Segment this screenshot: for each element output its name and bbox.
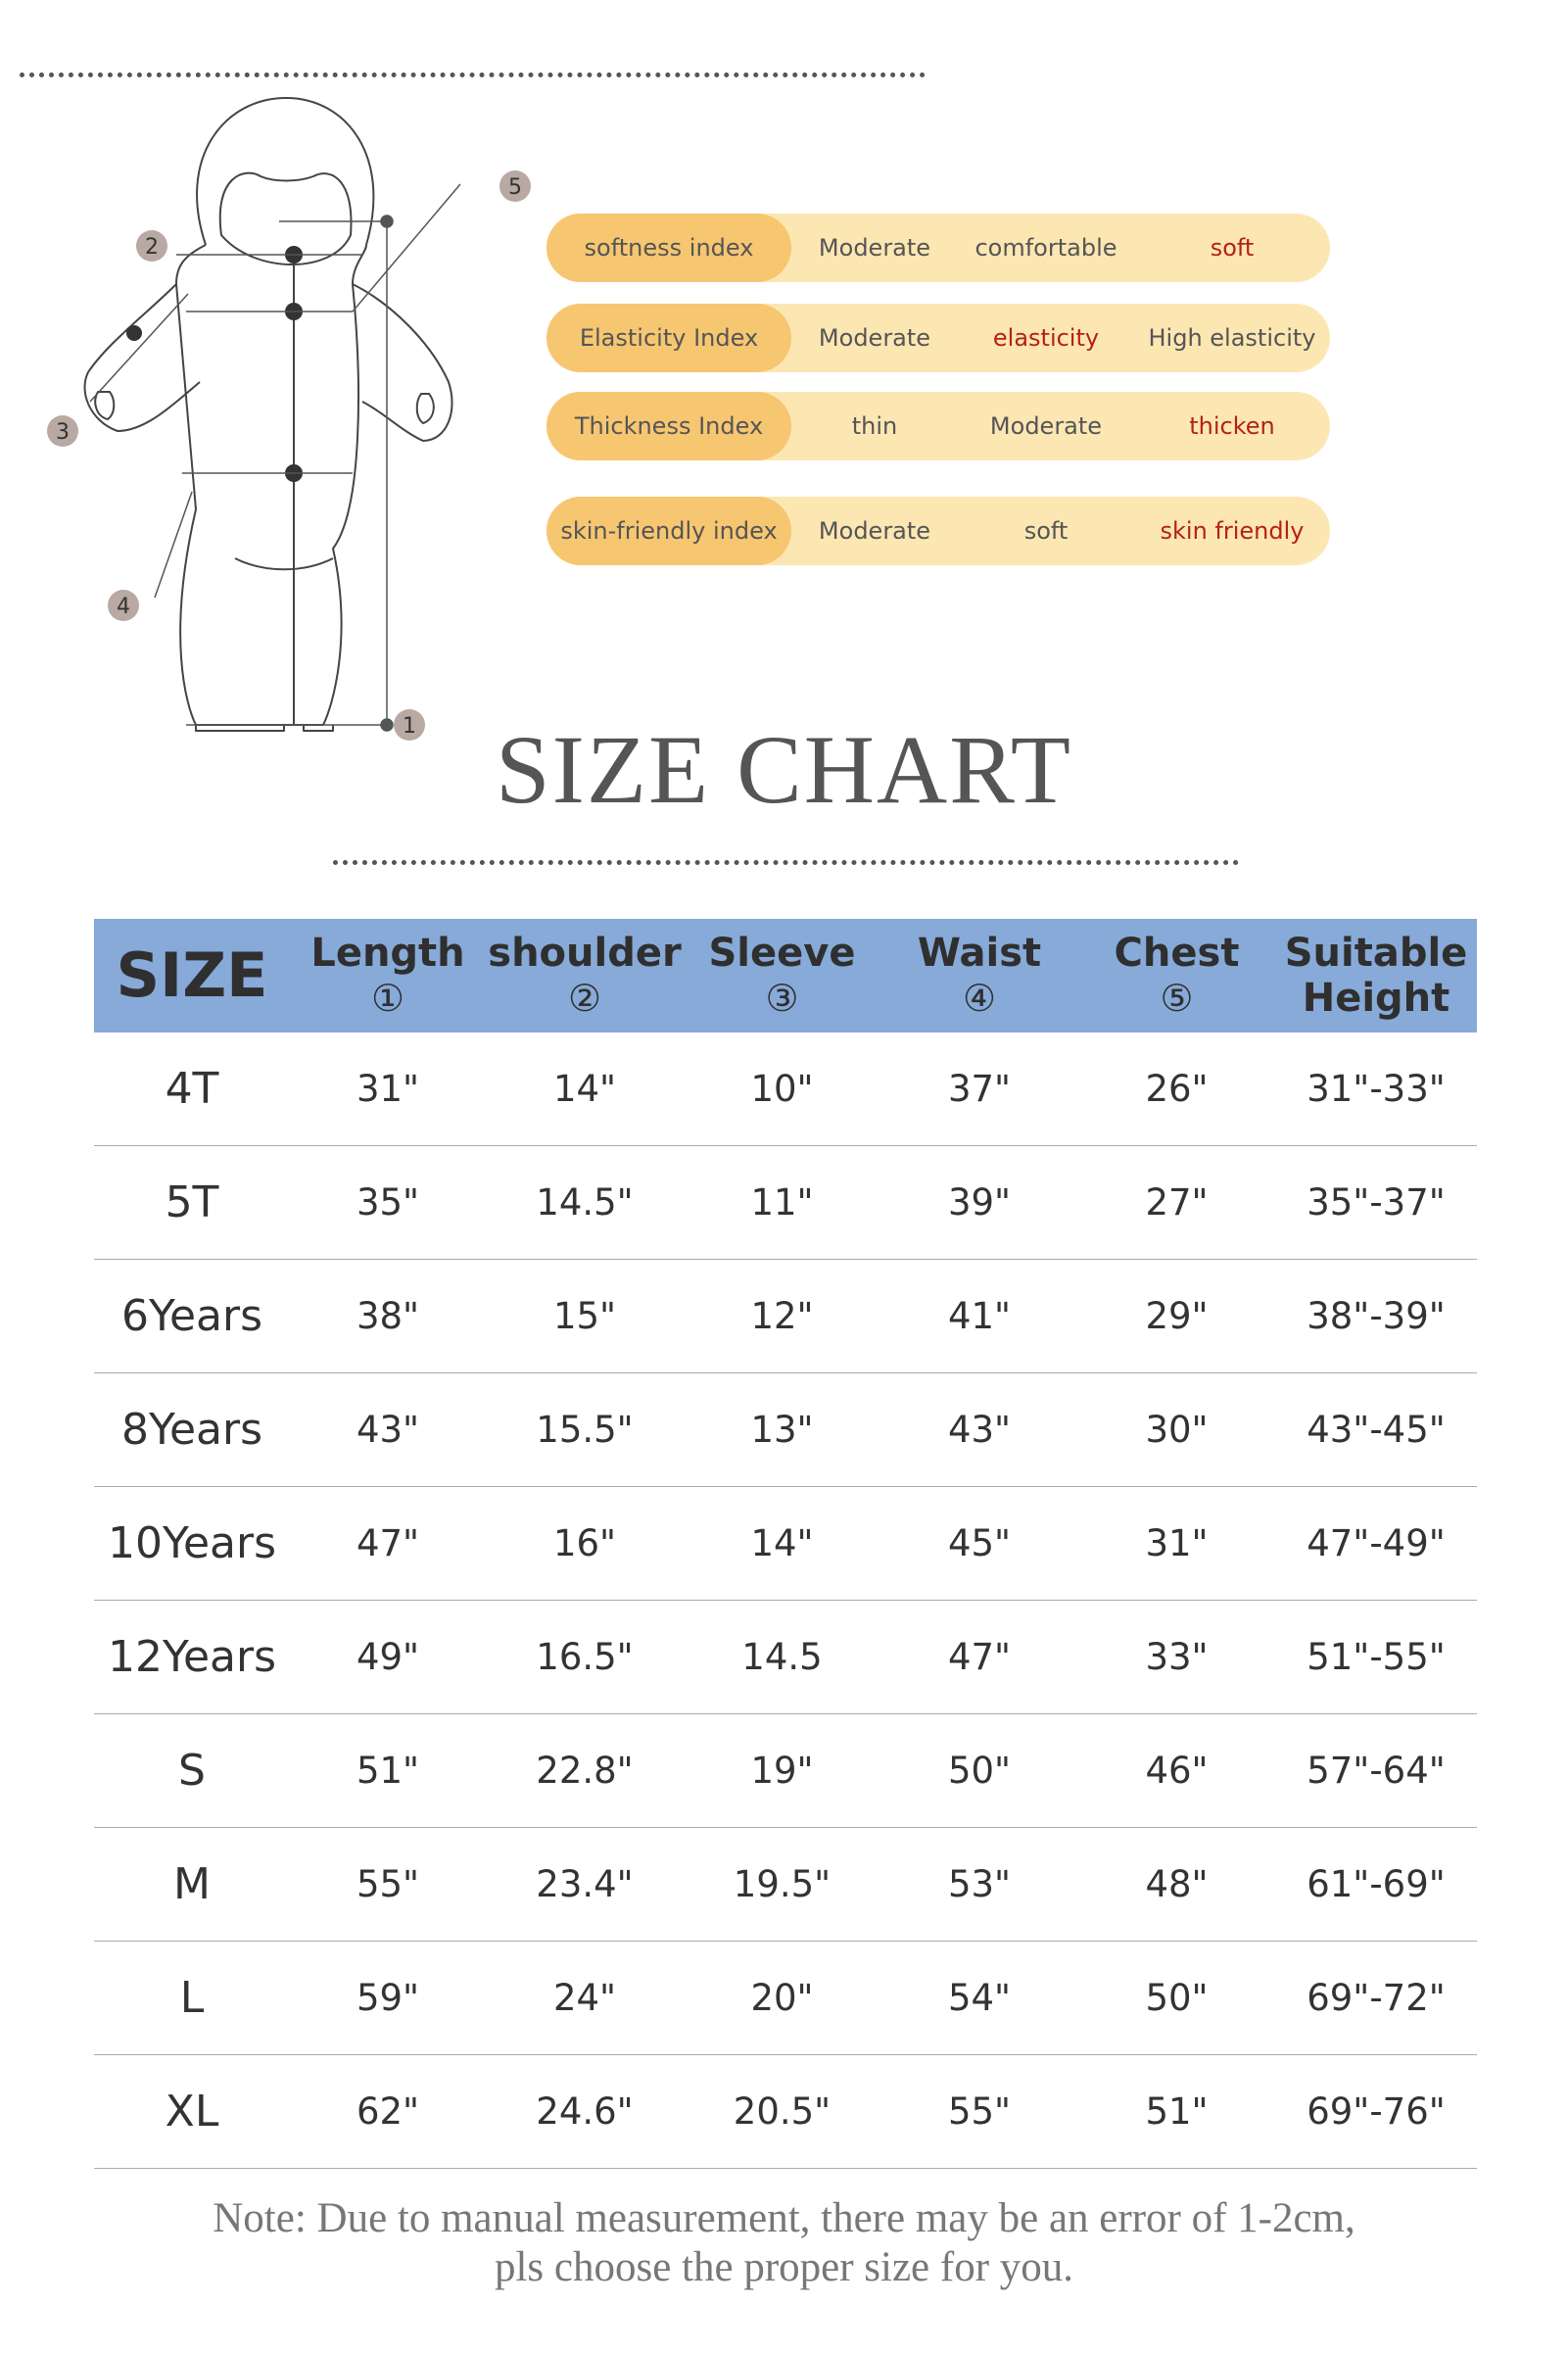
header-label-line2: Height [1302, 976, 1450, 1021]
size-cell: XL [165, 2087, 219, 2137]
index-option: Moderate [818, 324, 931, 352]
table-cell: 51" [1145, 2090, 1209, 2133]
table-cell: 14.5" [536, 1181, 634, 1224]
table-header [94, 919, 1477, 1032]
table-cell: 19" [750, 1750, 814, 1792]
index-option: soft [1023, 517, 1069, 545]
marker-4-icon [108, 590, 139, 621]
index-option: Moderate [818, 234, 931, 262]
table-cell: 39" [947, 1181, 1012, 1224]
index-label: skin-friendly index [546, 497, 791, 565]
header-number: ③ [765, 977, 799, 1020]
index-label: Elasticity Index [546, 304, 791, 372]
marker-3-icon [47, 415, 78, 447]
size-cell: 5T [165, 1177, 219, 1227]
size-table [94, 919, 1477, 2169]
table-cell: 14" [750, 1522, 814, 1564]
table-cell: 20.5" [733, 2090, 832, 2133]
table-cell: 23.4" [536, 1863, 634, 1905]
table-cell: 37" [947, 1068, 1012, 1110]
table-cell: 43"-45" [1307, 1409, 1446, 1451]
table-body [94, 1032, 1477, 2169]
table-cell: 31" [1145, 1522, 1209, 1564]
size-cell: 12Years [107, 1632, 277, 1682]
size-cell: L [179, 1973, 205, 2023]
table-cell: 24.6" [536, 2090, 634, 2133]
thickness-index-row [546, 392, 1330, 460]
column-header-length [290, 919, 486, 1032]
header-number: ⑤ [1160, 977, 1194, 1020]
table-cell: 26" [1145, 1068, 1209, 1110]
table-cell: 47"-49" [1307, 1522, 1446, 1564]
top-dotted-divider [20, 72, 926, 77]
table-row [94, 1146, 1477, 1260]
header-label: Suitable [1284, 931, 1468, 976]
size-cell: 6Years [120, 1291, 263, 1341]
elasticity-index-row [546, 304, 1330, 372]
table-cell: 31"-33" [1307, 1068, 1446, 1110]
size-cell: S [178, 1746, 206, 1796]
size-cell: 10Years [107, 1518, 277, 1568]
index-option-selected: elasticity [992, 324, 1100, 352]
index-option: Moderate [818, 517, 931, 545]
svg-text:1: 1 [403, 714, 416, 739]
table-cell: 43" [356, 1409, 420, 1451]
table-cell: 33" [1145, 1636, 1209, 1678]
table-row [94, 1601, 1477, 1714]
size-cell: 4T [165, 1064, 219, 1114]
table-cell: 15" [552, 1295, 617, 1337]
table-cell: 14" [552, 1068, 617, 1110]
measurement-note [0, 2194, 1568, 2292]
table-cell: 12" [750, 1295, 814, 1337]
index-option: Moderate [989, 412, 1103, 440]
column-header-chest [1078, 919, 1275, 1032]
table-cell: 41" [947, 1295, 1012, 1337]
table-cell: 31" [356, 1068, 420, 1110]
index-option: High elasticity [1148, 324, 1316, 352]
title-dotted-divider [333, 860, 1239, 865]
table-cell: 15.5" [536, 1409, 634, 1451]
table-row [94, 1487, 1477, 1601]
table-cell: 54" [947, 1977, 1012, 2019]
index-label: softness index [546, 214, 791, 282]
table-cell: 24" [552, 1977, 617, 2019]
svg-text:4: 4 [117, 595, 130, 619]
header-label: Waist [917, 931, 1042, 976]
table-cell: 19.5" [733, 1863, 832, 1905]
table-cell: 48" [1145, 1863, 1209, 1905]
index-option-selected: thicken [1189, 412, 1275, 440]
table-cell: 16.5" [536, 1636, 634, 1678]
table-row [94, 1828, 1477, 1942]
table-row [94, 1032, 1477, 1146]
page-title: SIZE CHART [496, 715, 1072, 824]
garment-diagram [39, 88, 548, 754]
size-cell: 8Years [120, 1405, 263, 1455]
table-cell: 45" [947, 1522, 1012, 1564]
table-cell: 20" [750, 1977, 814, 2019]
table-cell: 22.8" [536, 1750, 634, 1792]
table-cell: 59" [356, 1977, 420, 2019]
index-option-selected: skin friendly [1160, 517, 1305, 545]
column-header-sleeve [684, 919, 880, 1032]
index-label: Thickness Index [546, 392, 791, 460]
table-cell: 27" [1145, 1181, 1209, 1224]
table-cell: 43" [947, 1409, 1012, 1451]
svg-text:5: 5 [508, 175, 522, 200]
table-cell: 38" [356, 1295, 420, 1337]
table-cell: 50" [947, 1750, 1012, 1792]
table-cell: 10" [750, 1068, 814, 1110]
header-number: ② [567, 977, 602, 1020]
table-cell: 69"-76" [1307, 2090, 1446, 2133]
marker-2-icon [136, 230, 167, 262]
table-cell: 47" [947, 1636, 1012, 1678]
table-cell: 51"-55" [1307, 1636, 1446, 1678]
table-cell: 69"-72" [1307, 1977, 1446, 2019]
table-cell: 61"-69" [1307, 1863, 1446, 1905]
table-row [94, 1373, 1477, 1487]
table-cell: 62" [356, 2090, 420, 2133]
table-cell: 14.5 [741, 1636, 823, 1678]
table-cell: 49" [356, 1636, 420, 1678]
note-line-1: Note: Due to manual measurement, there may be an error of 1-2cm, [213, 2195, 1355, 2241]
table-cell: 35" [356, 1181, 420, 1224]
svg-text:3: 3 [56, 420, 70, 445]
column-header-suitable-height [1275, 919, 1477, 1032]
header-label: SIZE [116, 939, 268, 1011]
table-cell: 13" [750, 1409, 814, 1451]
svg-text:2: 2 [145, 235, 159, 260]
index-option: comfortable [974, 234, 1117, 262]
table-row [94, 2055, 1477, 2169]
table-cell: 53" [947, 1863, 1012, 1905]
header-number: ① [370, 977, 405, 1020]
table-cell: 46" [1145, 1750, 1209, 1792]
table-cell: 57"-64" [1307, 1750, 1446, 1792]
size-cell: M [173, 1859, 211, 1909]
table-cell: 16" [552, 1522, 617, 1564]
header-label: Sleeve [708, 931, 856, 976]
index-option: thin [851, 412, 898, 440]
marker-5-icon [499, 170, 531, 202]
index-option-selected: soft [1210, 234, 1255, 262]
table-row [94, 1942, 1477, 2055]
header-label: Chest [1114, 931, 1240, 976]
header-label: Length [310, 931, 465, 976]
softness-index-row [546, 214, 1330, 282]
header-number: ④ [962, 977, 997, 1020]
column-header-size [94, 919, 290, 1032]
table-cell: 11" [750, 1181, 814, 1224]
header-label: shoulder [488, 931, 682, 976]
note-line-2: pls choose the proper size for you. [494, 2244, 1074, 2290]
table-cell: 55" [356, 1863, 420, 1905]
table-cell: 50" [1145, 1977, 1209, 2019]
table-row [94, 1714, 1477, 1828]
table-cell: 29" [1145, 1295, 1209, 1337]
column-header-waist [880, 919, 1078, 1032]
column-header-shoulder [486, 919, 684, 1032]
table-cell: 47" [356, 1522, 420, 1564]
table-cell: 51" [356, 1750, 420, 1792]
table-row [94, 1260, 1477, 1373]
table-cell: 38"-39" [1307, 1295, 1446, 1337]
table-cell: 55" [947, 2090, 1012, 2133]
skin-friendly-index-row [546, 497, 1330, 565]
table-cell: 30" [1145, 1409, 1209, 1451]
table-cell: 35"-37" [1307, 1181, 1446, 1224]
